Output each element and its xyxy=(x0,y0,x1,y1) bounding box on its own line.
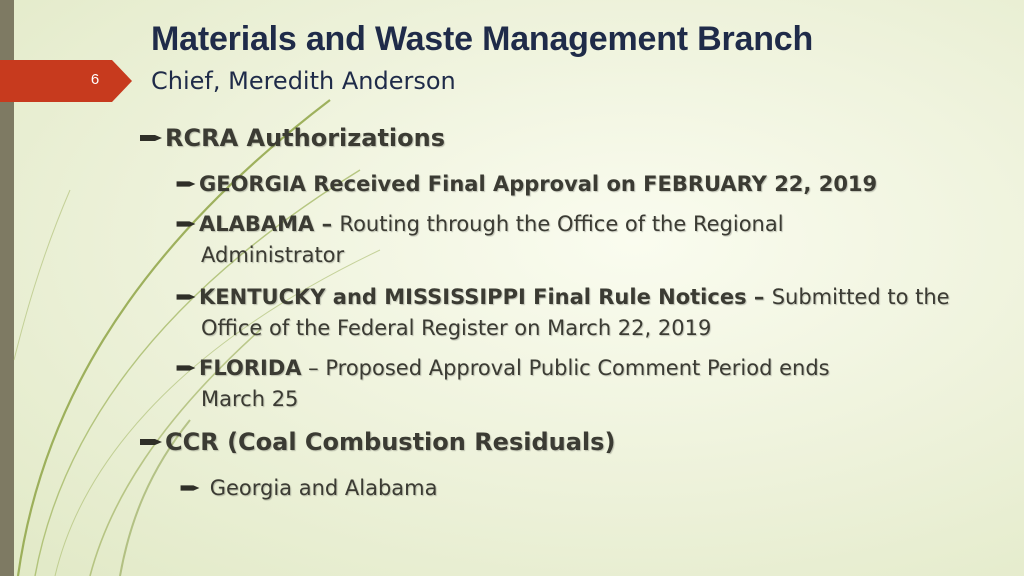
florida-text-line1: – Proposed Approval Public Comment Period ends xyxy=(301,356,830,380)
slide-number-tab xyxy=(0,60,132,102)
pencil-bullet-icon xyxy=(140,131,162,145)
pencil-bullet-icon xyxy=(176,291,196,303)
alabama-text-line2: Administrator xyxy=(201,243,345,267)
pencil-bullet-icon xyxy=(176,178,196,190)
ga-al-text: Georgia and Alabama xyxy=(209,476,438,500)
ky-ms-text-line2: Office of the Federal Register on March 22, 2019 xyxy=(201,316,712,340)
ky-ms-label: KENTUCKY and MISSISSIPPI Final Rule Notices – xyxy=(199,285,772,309)
slide-subtitle: Chief, Meredith Anderson xyxy=(151,67,456,95)
slide-number: 6 xyxy=(90,71,100,88)
pencil-bullet-icon xyxy=(176,218,196,230)
pencil-bullet-icon xyxy=(140,435,162,449)
sub-bullet-georgia-alabama xyxy=(180,473,1000,504)
slide-title: Materials and Waste Management Branch xyxy=(151,20,814,58)
bullet-rcra-label: RCRA Authorizations xyxy=(165,124,445,152)
bullet-rcra xyxy=(140,124,445,152)
georgia-text: GEORGIA Received Final Approval on FEBRUARY 22, 2019 xyxy=(199,172,878,196)
alabama-label: ALABAMA – xyxy=(199,212,340,236)
sub-bullet-florida xyxy=(176,353,996,415)
pencil-bullet-icon xyxy=(180,482,200,494)
ky-ms-text-line1: Submitted to the xyxy=(771,285,950,309)
florida-text-line2: March 25 xyxy=(201,387,299,411)
bullet-ccr-label: CCR (Coal Combustion Residuals) xyxy=(165,428,616,456)
florida-label: FLORIDA xyxy=(199,356,302,380)
bullet-ccr xyxy=(140,428,615,456)
pencil-bullet-icon xyxy=(176,362,196,374)
sub-bullet-alabama xyxy=(176,209,996,271)
sub-bullet-georgia xyxy=(176,169,996,200)
sub-bullet-kentucky-mississippi xyxy=(176,282,996,344)
alabama-text-line1: Routing through the Office of the Regional xyxy=(339,212,784,236)
